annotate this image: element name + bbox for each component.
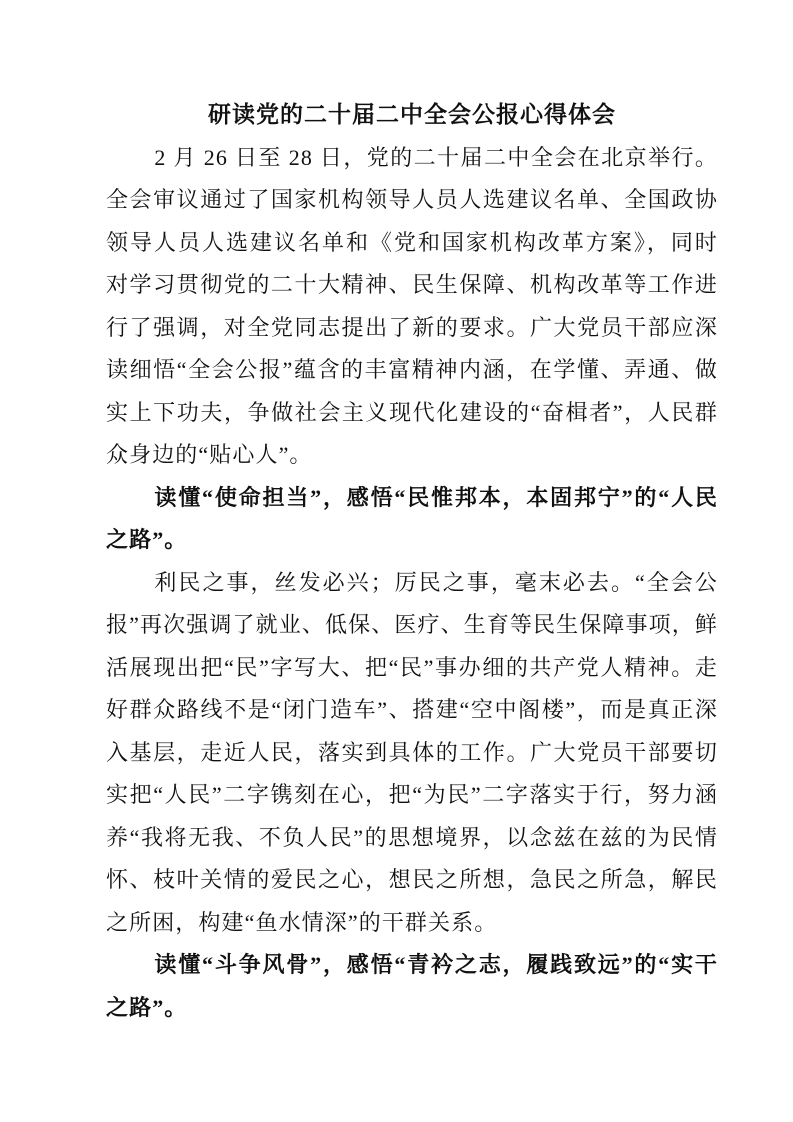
section-heading-people-road: 读懂“使命担当”，感悟“民惟邦本，本固邦宁”的“人民之路”。 [106, 484, 718, 552]
paragraph-intro: 2 月 26 日至 28 日，党的二十届二中全会在北京举行。全会审议通过了国家机构领导人员人选建议名单、全国政协领导人员人选建议名单和《党和国家机构改革方案》，同时对学习贯彻党的二十大精神、民生保障、机构改革等工作进行了强调，对全党同志提出了新的要求。广大党员干部应深读细悟“全会公报”蕴含的丰富精神内涵，在学懂、弄通、做实上下功夫，争做社会主义现代化建设的“奋楫者”，人民群众身边的“贴心人”。 [106, 144, 718, 467]
section-heading-practical-road: 读懂“斗争风骨”，感悟“青衿之志，履践致远”的“实干之路”。 [106, 952, 718, 1020]
document-title: 研读党的二十届二中全会公报心得体会 [208, 102, 616, 127]
paragraph-people-road-body: 利民之事，丝发必兴；厉民之事，毫末必去。“全会公报”再次强调了就业、低保、医疗、生育等民生保障事项，鲜活展现出把“民”字写大、把“民”事办细的共产党人精神。走好群众路线不是“闭门造车”、搭建“空中阁楼”，而是真正深入基层，走近人民，落实到具体的工作。广大党员干部要切实把“人民”二字镌刻在心，把“为民”二字落实于行，努力涵养“我将无我、不负人民”的思想境界，以念兹在兹的为民情怀、枝叶关情的爱民之心，想民之所想，急民之所急，解民之所困，构建“鱼水情深”的干群关系。 [106, 569, 718, 935]
